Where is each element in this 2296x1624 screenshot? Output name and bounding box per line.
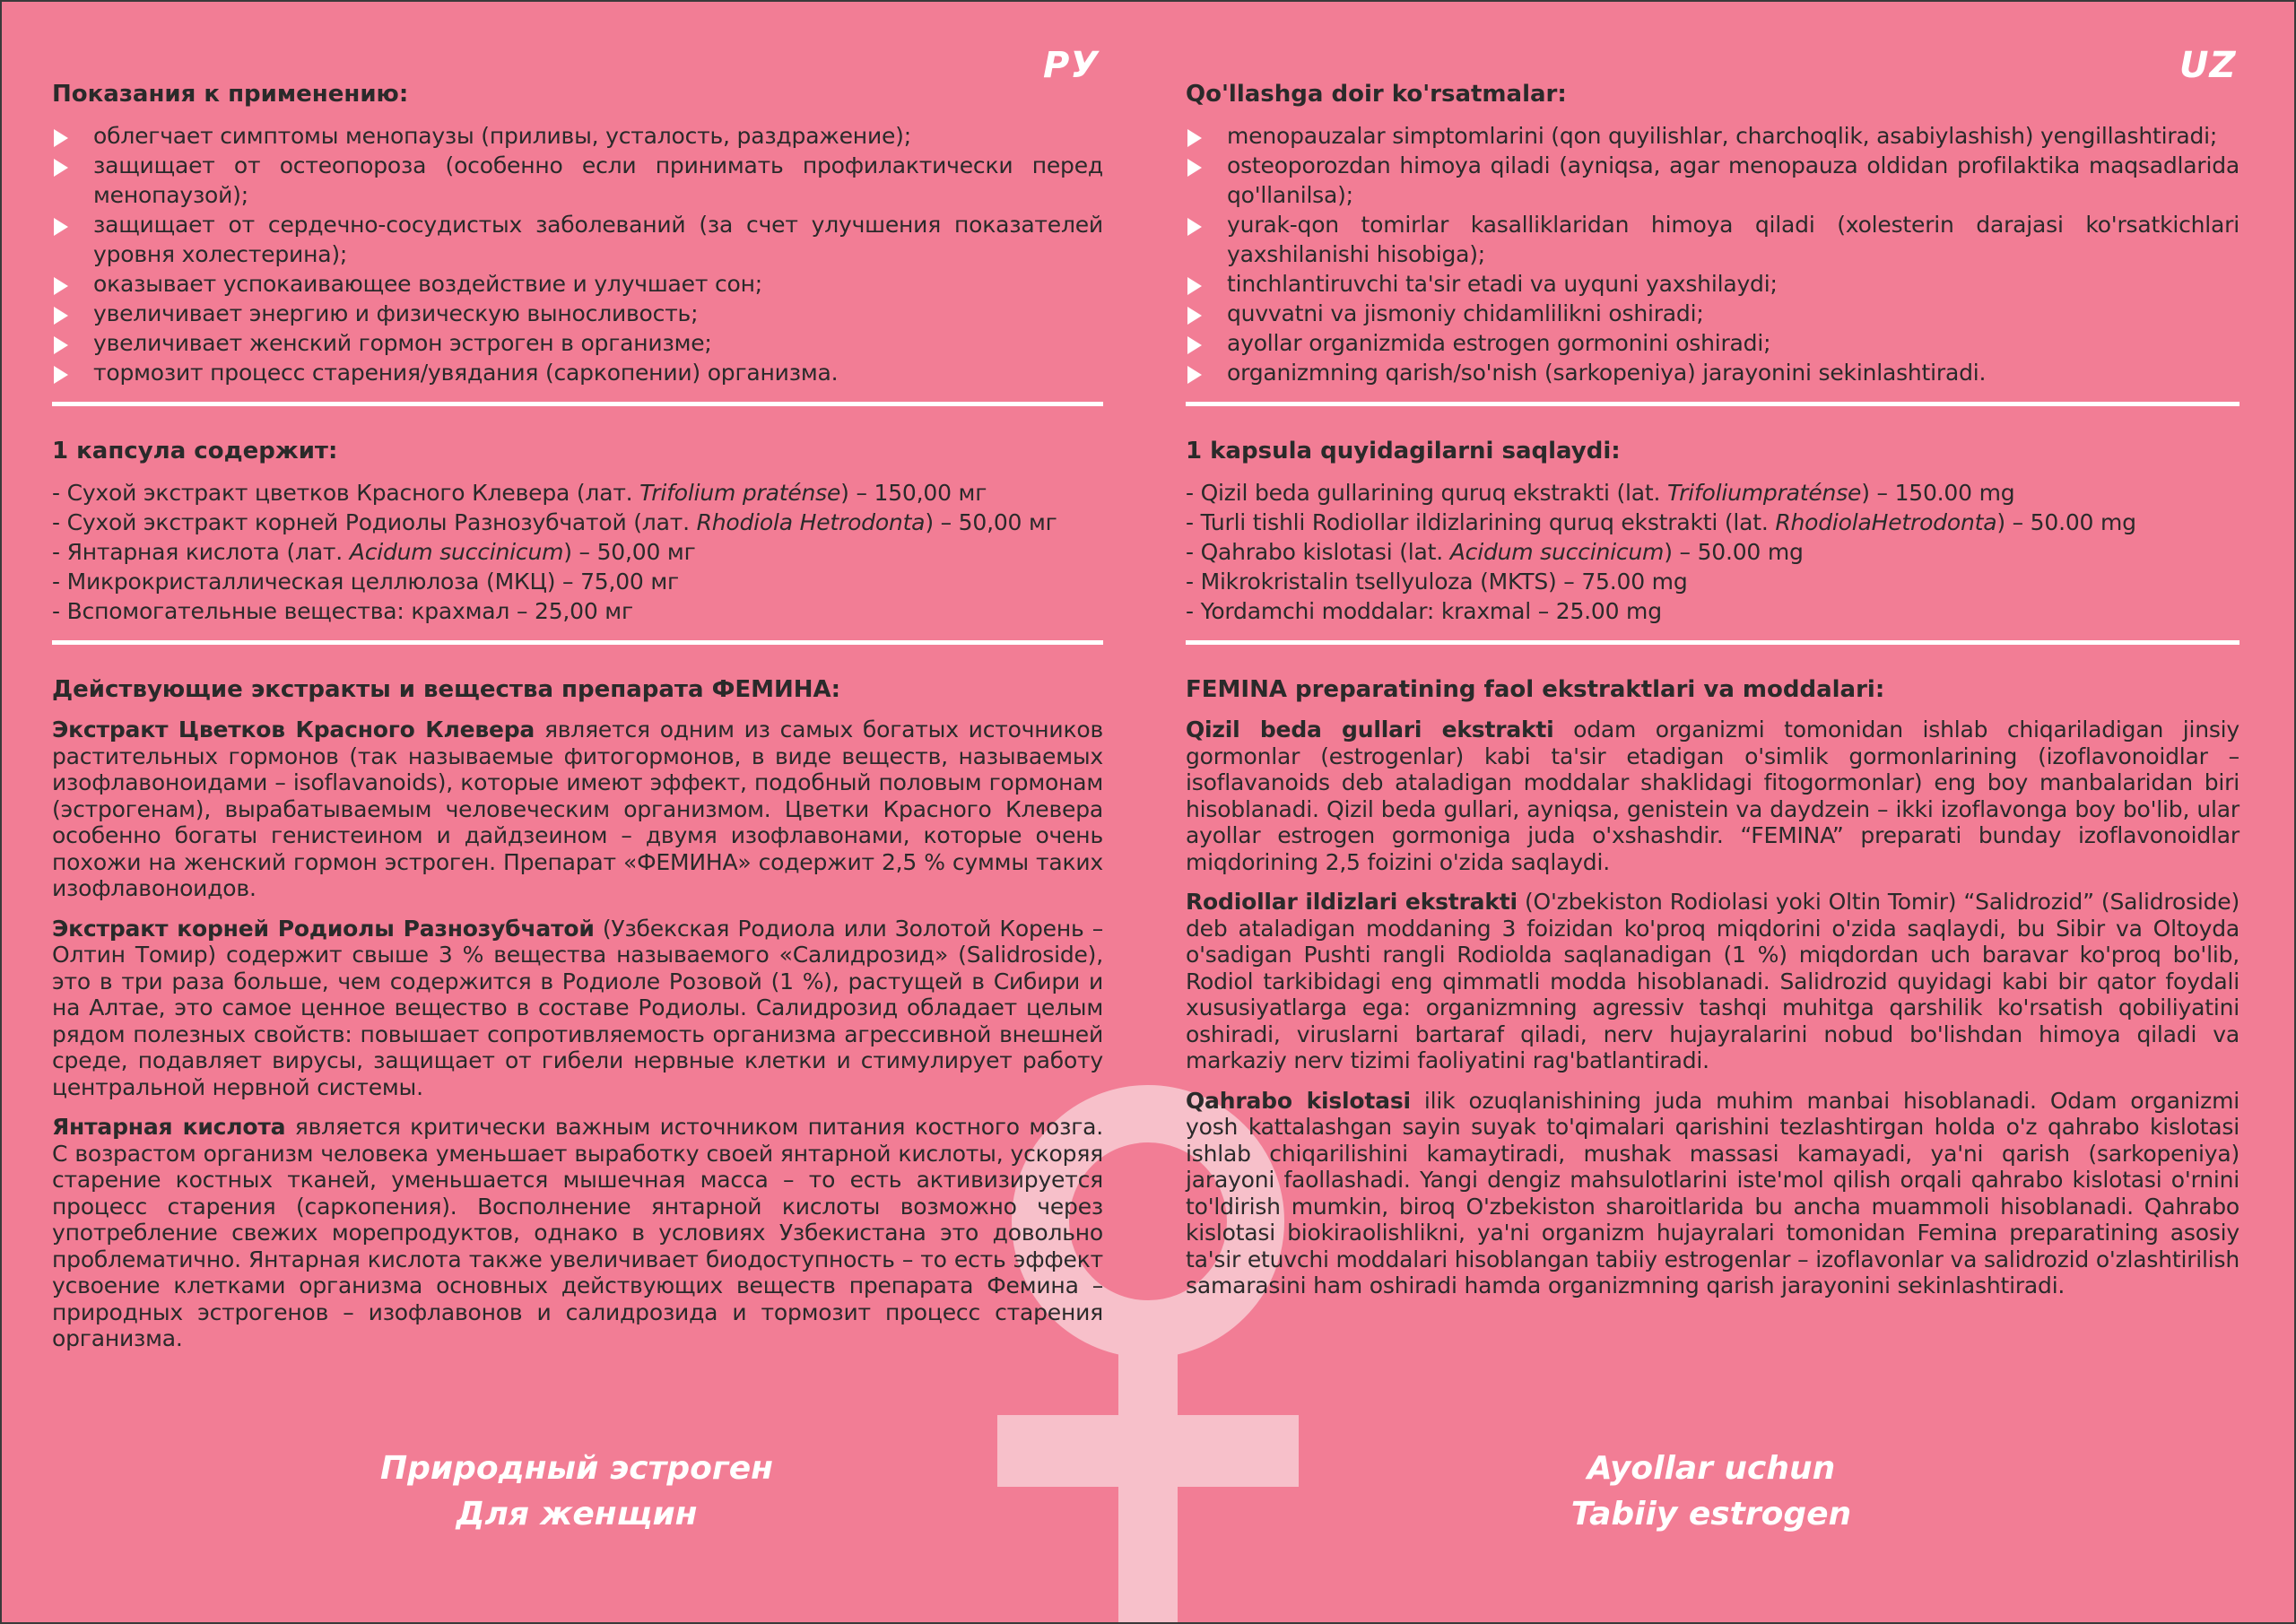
- slogan-line: Tabiiy estrogen: [1570, 1496, 1852, 1533]
- column-ru: [52, 49, 1103, 1366]
- composition-item: - Вспомогательные вещества: крахмал – 25,00 мг: [52, 598, 633, 624]
- active-substances-title: FEMINA preparatining faol ekstraktlari va moddalari:: [1186, 676, 1885, 703]
- composition-item: - Mikrokristalin tsellyuloza (MKTS) – 75.00 mg: [1186, 569, 1688, 595]
- paragraph-red-clover: Qizil beda gullari ekstrakti odam organizmi tomonidan ishlab chiqariladigan jinsiy gormonlar (estrogenlar) kabi ta'sir etadigan o'simlik gormonlarining (izoflavonoidlar – isoflavanoids deb ataladigan moddalar shaklidagi fitogormonlar) eng boy manbalaridan biri hisoblanadi. Qizil beda gullari, ayniqsa, genistein va daydzein – ikki izoflavonga boy bo'lib, ular ayollar estrogen gormoniga juda o'xshashdir. “FEMINA” preparati bunday izoflavonoidlar miqdorining 2,5 foizini o'zida saqlaydi.: [1186, 716, 2240, 875]
- triangle-arrow-icon: [54, 307, 68, 325]
- list-item: увеличивает женский гормон эстроген в организме;: [52, 328, 1103, 358]
- triangle-arrow-icon: [54, 129, 68, 147]
- paragraph-succinic-acid: Янтарная кислота является критически важным источником питания костного мозга. С возрастом организм человека уменьшает выработку своей янтарной кислоты, ускоряя старение костных тканей, уменьшается мышечная масса – то есть активизируется процесс старения (саркопения). Восполнение янтарной кислоты возможно через употребление свежих морепродуктов, однако в условиях Узбекистана это довольно проблематично. Янтарная кислота также увеличивает биодоступность – то есть эффект усвоение клетками организма основных действующих веществ препарата Фемина – природных эстрогенов – изофлавонов и салидрозида и тормозит процесс старения организма.: [52, 1114, 1103, 1351]
- list-item: облегчает симптомы менопаузы (приливы, усталость, раздражение);: [52, 121, 1103, 151]
- composition-item: - Сухой экстракт корней Родиолы Разнозубчатой (лат. Rhodiola Hetrodonta) – 50,00 мг: [52, 509, 1057, 535]
- list-item: quvvatni va jismoniy chidamlilikni oshiradi;: [1186, 299, 2239, 328]
- triangle-arrow-icon: [1187, 307, 1202, 325]
- active-substances-title: Действующие экстракты и вещества препарата ФЕМИНА:: [52, 676, 841, 703]
- list-item: osteoporozdan himoya qiladi (ayniqsa, agar menopauza oldidan profilaktika maqsadlarida qo'llanilsa);: [1186, 151, 2239, 210]
- triangle-arrow-icon: [1187, 277, 1202, 295]
- triangle-arrow-icon: [1187, 366, 1202, 384]
- triangle-arrow-icon: [1187, 218, 1202, 236]
- list-item: menopauzalar simptomlarini (qon quyilishlar, charchoqlik, asabiylashish) yengillashtiradi;: [1186, 121, 2239, 151]
- capsule-title: 1 kapsula quyidagilarni saqlaydi:: [1186, 438, 1621, 465]
- paragraph-red-clover: Экстракт Цветков Красного Клевера является одним из самых богатых источников растительных гормонов (так называемые фитогормонов, в виде веществ, называемых изофлавоноидами – isoflavanoids), которые имеют эффект, подобный половым гормонам (эстрогенам), вырабатываемым человеческим организмом. Цветки Красного Клевера особенно богаты генистеином и дайдзеином – двумя изофлавонами, которые очень похожи на женский гормон эстроген. Препарат «ФЕМИНА» содержит 2,5 % суммы таких изофлавоноидов.: [52, 716, 1103, 901]
- list-item: ayollar organizmida estrogen gormonini oshiradi;: [1186, 328, 2239, 358]
- slogan-uz: [1397, 1446, 2025, 1537]
- list-item: увеличивает энергию и физическую выносливость;: [52, 299, 1103, 328]
- list-item: защищает от остеопороза (особенно если принимать профилактически перед менопаузой);: [52, 151, 1103, 210]
- list-item: оказывает успокаивающее воздействие и улучшает сон;: [52, 269, 1103, 299]
- list-item: защищает от сердечно-сосудистых заболеваний (за счет улучшения показателей уровня холестерина);: [52, 210, 1103, 269]
- list-item: organizmning qarish/so'nish (sarkopeniya) jarayonini sekinlashtiradi.: [1186, 358, 2239, 387]
- list-item: tinchlantiruvchi ta'sir etadi va uyquni yaxshilaydi;: [1186, 269, 2239, 299]
- capsule-title: 1 капсула содержит:: [52, 438, 338, 465]
- slogan-ru: [263, 1446, 891, 1537]
- composition-item: - Микрокристаллическая целлюлоза (МКЦ) – 75,00 мг: [52, 569, 679, 595]
- composition-item: - Qizil beda gullarining quruq ekstrakti (lat. Trifoliumpraténse) – 150.00 mg: [1186, 480, 2015, 506]
- indications-list: [52, 121, 1103, 387]
- indications-title: Qo'llashga doir ko'rsatmalar:: [1186, 81, 1567, 108]
- composition-item: - Turli tishli Rodiollar ildizlarining quruq ekstrakti (lat. RhodiolaHetrodonta) – 50.00 mg: [1186, 509, 2136, 535]
- language-label-ru: РУ: [1043, 45, 1100, 86]
- composition-list: [52, 478, 1103, 626]
- triangle-arrow-icon: [54, 366, 68, 384]
- paragraph-succinic-acid: Qahrabo kislotasi ilik ozuqlanishining juda muhim manbai hisoblanadi. Odam organizmi yosh kattalashgan sayin suyak to'qimalari qarishini tezlashtirgan holda o'z qahrabo kislotasi ishlab chiqarilishini kamaytiradi, mushak massasi kamayadi, ya'ni qarish (sarkopeniya) jarayoni faollashadi. Yangi dengiz mahsulotlarini iste'mol qilish orqali qahrabo kislotasi o'rnini to'ldirish mumkin, biroq O'zbekiston sharoitlarida bu ancha muammoli hisoblanadi. Qahrabo kislotasi biokiraolishlikni, ya'ni organizm hujayralari tomonidan Femina preparatining asosiy ta'sir etuvchi moddalari hisoblangan tabiiy estrogenlar – izoflavonlar va salidrozid o'zlashtirilish samarasini ham oshiradi hamda organizmning qarish jarayonini sekinlashtiradi.: [1186, 1087, 2239, 1298]
- composition-item: - Янтарная кислота (лат. Acidum succinicum) – 50,00 мг: [52, 539, 696, 565]
- slogan-line: Природный эстроген: [379, 1450, 774, 1487]
- slogan-line: Ayollar uchun: [1587, 1450, 1836, 1487]
- divider: [1186, 402, 2239, 406]
- language-label-uz: UZ: [2179, 45, 2237, 86]
- column-uz: [1186, 49, 2239, 1313]
- divider: [1186, 640, 2239, 645]
- composition-list: [1186, 478, 2239, 626]
- triangle-arrow-icon: [1187, 129, 1202, 147]
- indications-title: Показания к применению:: [52, 81, 409, 108]
- paragraph-rhodiola: Экстракт корней Родиолы Разнозубчатой (Узбекская Родиола или Золотой Корень – Олтин Томир) содержит свыше 3 % вещества называемого «Салидрозид» (Salidroside), это в три раза больше, чем содержится в Родиоле Розовой (1 %), растущей в Сибири и на Алтае, это самое ценное вещество в составе Родиолы. Салидрозид обладает целым рядом полезных свойств: повышает сопротивляемость организма агрессивной внешней среде, подавляет вирусы, защищает от гибели нервные клетки и стимулирует работу центральной нервной системы.: [52, 915, 1103, 1100]
- composition-item: - Сухой экстракт цветков Красного Клевера (лат. Trifolium praténse) – 150,00 мг: [52, 480, 987, 506]
- triangle-arrow-icon: [1187, 336, 1202, 354]
- divider: [52, 640, 1103, 645]
- list-item: тормозит процесс старения/увядания (саркопении) организма.: [52, 358, 1103, 387]
- divider: [52, 402, 1103, 406]
- triangle-arrow-icon: [54, 336, 68, 354]
- composition-item: - Yordamchi moddalar: kraxmal – 25.00 mg: [1186, 598, 1662, 624]
- triangle-arrow-icon: [1187, 159, 1202, 177]
- paragraph-rhodiola: Rodiollar ildizlari ekstrakti (O'zbekiston Rodiolasi yoki Oltin Tomir) “Salidrozid” (Salidroside) deb ataladigan moddaning 3 foizidan ko'proq miqdorini o'zida saqlaydi, bu Sibir va Oltoyda o'sadigan Pushti rangli Rodiolda saqlanadigan (1 %) miqdordan uch baravar ko'proq bo'lib, Rodiol tarkibidagi eng qimmatli modda hisoblanadi. Salidrozid quyidagi kabi bir qator foydali xususiyatlarga ega: organizmning agressiv tashqi muhitga qarshilik ko'rsatish qobiliyatini oshiradi, viruslarni bartaraf qiladi, nerv hujayralarini nobud bo'lishdan himoya qiladi va markaziy nerv tizimi faoliyatini rag'batlantiradi.: [1186, 889, 2239, 1073]
- triangle-arrow-icon: [54, 218, 68, 236]
- list-item: yurak-qon tomirlar kasalliklaridan himoya qiladi (xolesterin darajasi ko'rsatkichlari yaxshilanishi hisobiga);: [1186, 210, 2239, 269]
- triangle-arrow-icon: [54, 277, 68, 295]
- indications-list: [1186, 121, 2239, 387]
- slogan-line: Для женщин: [456, 1496, 698, 1533]
- composition-item: - Qahrabo kislotasi (lat. Acidum succinicum) – 50.00 mg: [1186, 539, 1804, 565]
- triangle-arrow-icon: [54, 159, 68, 177]
